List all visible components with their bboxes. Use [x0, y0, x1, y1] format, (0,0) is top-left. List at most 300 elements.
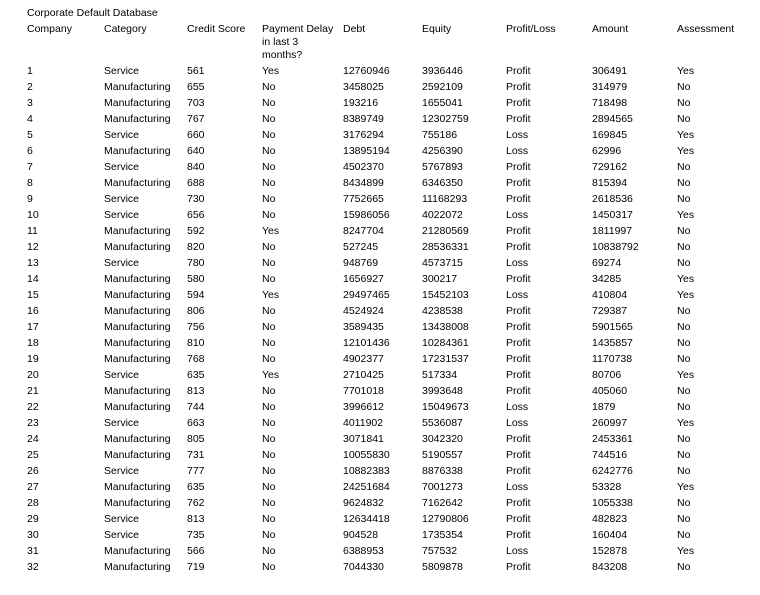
profit-loss-cell: Profit — [506, 161, 531, 173]
assessment-cell: No — [677, 113, 691, 125]
category-cell: Manufacturing — [104, 241, 171, 253]
company-cell: 4 — [27, 113, 33, 125]
payment-delay-cell: No — [262, 561, 276, 573]
table-row — [0, 561, 760, 577]
credit-score-cell: 688 — [187, 177, 205, 189]
profit-loss-cell: Loss — [506, 401, 529, 413]
debt-cell: 3996612 — [343, 401, 384, 413]
category-cell: Service — [104, 161, 140, 173]
amount-cell: 405060 — [592, 385, 628, 397]
debt-cell: 7752665 — [343, 193, 384, 205]
table-row — [0, 497, 760, 513]
equity-cell: 21280569 — [422, 225, 469, 237]
table-row — [0, 161, 760, 177]
debt-cell: 8389749 — [343, 113, 384, 125]
credit-score-cell: 635 — [187, 481, 205, 493]
category-cell: Manufacturing — [104, 81, 171, 93]
table-body — [0, 65, 760, 577]
equity-cell: 300217 — [422, 273, 458, 285]
debt-cell: 527245 — [343, 241, 379, 253]
credit-score-cell: 663 — [187, 417, 205, 429]
payment-delay-cell: No — [262, 417, 276, 429]
company-cell: 26 — [27, 465, 39, 477]
profit-loss-cell: Profit — [506, 81, 531, 93]
credit-score-cell: 719 — [187, 561, 205, 573]
amount-cell: 169845 — [592, 129, 628, 141]
database-title: Corporate Default Database — [27, 7, 158, 19]
amount-cell: 2453361 — [592, 433, 633, 445]
assessment-cell: Yes — [677, 481, 695, 493]
equity-cell: 7001273 — [422, 481, 463, 493]
category-cell: Service — [104, 209, 140, 221]
assessment-cell: No — [677, 241, 691, 253]
company-cell: 7 — [27, 161, 33, 173]
credit-score-cell: 767 — [187, 113, 205, 125]
payment-delay-cell: No — [262, 161, 276, 173]
credit-score-cell: 655 — [187, 81, 205, 93]
category-cell: Service — [104, 257, 140, 269]
table-row — [0, 417, 760, 433]
category-cell: Manufacturing — [104, 353, 171, 365]
profit-loss-cell: Profit — [506, 353, 531, 365]
profit-loss-cell: Loss — [506, 257, 529, 269]
debt-cell: 948769 — [343, 257, 379, 269]
profit-loss-cell: Profit — [506, 321, 531, 333]
equity-cell: 12790806 — [422, 513, 469, 525]
payment-delay-cell: No — [262, 129, 276, 141]
profit-loss-cell: Profit — [506, 225, 531, 237]
table-row — [0, 273, 760, 289]
equity-cell: 3936446 — [422, 65, 463, 77]
table-row — [0, 321, 760, 337]
company-cell: 15 — [27, 289, 39, 301]
debt-cell: 10055830 — [343, 449, 390, 461]
assessment-cell: No — [677, 385, 691, 397]
amount-cell: 1435857 — [592, 337, 633, 349]
assessment-cell: Yes — [677, 209, 695, 221]
equity-cell: 7162642 — [422, 497, 463, 509]
amount-cell: 1170738 — [592, 353, 633, 365]
credit-score-cell: 580 — [187, 273, 205, 285]
amount-cell: 62996 — [592, 145, 622, 157]
category-cell: Service — [104, 193, 140, 205]
assessment-cell: No — [677, 257, 691, 269]
equity-cell: 15049673 — [422, 401, 469, 413]
table-row — [0, 225, 760, 241]
profit-loss-cell: Profit — [506, 241, 531, 253]
assessment-cell: Yes — [677, 65, 695, 77]
category-cell: Manufacturing — [104, 385, 171, 397]
category-cell: Service — [104, 369, 140, 381]
debt-cell: 13895194 — [343, 145, 390, 157]
header-payment-delay: Payment Delay in last 3 months? — [262, 23, 334, 61]
company-cell: 32 — [27, 561, 39, 573]
payment-delay-cell: Yes — [262, 225, 280, 237]
company-cell: 24 — [27, 433, 39, 445]
amount-cell: 260997 — [592, 417, 628, 429]
company-cell: 21 — [27, 385, 39, 397]
credit-score-cell: 768 — [187, 353, 205, 365]
category-cell: Manufacturing — [104, 225, 171, 237]
debt-cell: 3071841 — [343, 433, 384, 445]
credit-score-cell: 810 — [187, 337, 205, 349]
category-cell: Service — [104, 513, 140, 525]
payment-delay-cell: No — [262, 321, 276, 333]
payment-delay-cell: Yes — [262, 289, 280, 301]
amount-cell: 10838792 — [592, 241, 639, 253]
assessment-cell: No — [677, 449, 691, 461]
assessment-cell: No — [677, 225, 691, 237]
amount-cell: 160404 — [592, 529, 628, 541]
amount-cell: 1055338 — [592, 497, 633, 509]
company-cell: 18 — [27, 337, 39, 349]
company-cell: 11 — [27, 225, 38, 237]
equity-cell: 15452103 — [422, 289, 469, 301]
company-cell: 5 — [27, 129, 33, 141]
profit-loss-cell: Profit — [506, 273, 531, 285]
payment-delay-cell: No — [262, 385, 276, 397]
category-cell: Manufacturing — [104, 449, 171, 461]
profit-loss-cell: Profit — [506, 113, 531, 125]
profit-loss-cell: Loss — [506, 481, 529, 493]
amount-cell: 843208 — [592, 561, 628, 573]
equity-cell: 13438008 — [422, 321, 469, 333]
payment-delay-cell: No — [262, 449, 276, 461]
header-debt: Debt — [343, 23, 366, 35]
assessment-cell: No — [677, 465, 691, 477]
payment-delay-cell: No — [262, 401, 276, 413]
credit-score-cell: 820 — [187, 241, 205, 253]
debt-cell: 9624832 — [343, 497, 384, 509]
assessment-cell: No — [677, 353, 691, 365]
header-equity: Equity — [422, 23, 452, 35]
amount-cell: 1879 — [592, 401, 616, 413]
assessment-cell: No — [677, 97, 691, 109]
credit-score-cell: 561 — [187, 65, 205, 77]
profit-loss-cell: Profit — [506, 177, 531, 189]
credit-score-cell: 756 — [187, 321, 205, 333]
amount-cell: 1450317 — [592, 209, 633, 221]
debt-cell: 6388953 — [343, 545, 384, 557]
payment-delay-cell: No — [262, 545, 276, 557]
assessment-cell: No — [677, 305, 691, 317]
company-cell: 29 — [27, 513, 39, 525]
equity-cell: 3042320 — [422, 433, 463, 445]
debt-cell: 15986056 — [343, 209, 390, 221]
category-cell: Manufacturing — [104, 433, 171, 445]
amount-cell: 2894565 — [592, 113, 633, 125]
debt-cell: 904528 — [343, 529, 379, 541]
payment-delay-cell: No — [262, 145, 276, 157]
debt-cell: 3458025 — [343, 81, 384, 93]
equity-cell: 1655041 — [422, 97, 463, 109]
credit-score-cell: 813 — [187, 513, 205, 525]
payment-delay-cell: Yes — [262, 65, 280, 77]
table-row — [0, 145, 760, 161]
company-cell: 30 — [27, 529, 39, 541]
table-row — [0, 513, 760, 529]
assessment-cell: No — [677, 177, 691, 189]
category-cell: Manufacturing — [104, 321, 171, 333]
assessment-cell: No — [677, 337, 691, 349]
company-cell: 22 — [27, 401, 39, 413]
category-cell: Manufacturing — [104, 545, 171, 557]
assessment-cell: No — [677, 513, 691, 525]
category-cell: Manufacturing — [104, 177, 171, 189]
assessment-cell: No — [677, 401, 691, 413]
equity-cell: 757532 — [422, 545, 458, 557]
debt-cell: 193216 — [343, 97, 379, 109]
profit-loss-cell: Profit — [506, 529, 531, 541]
company-cell: 12 — [27, 241, 39, 253]
assessment-cell: Yes — [677, 417, 695, 429]
amount-cell: 815394 — [592, 177, 628, 189]
company-cell: 10 — [27, 209, 39, 221]
company-cell: 31 — [27, 545, 39, 557]
equity-cell: 5767893 — [422, 161, 463, 173]
credit-score-cell: 731 — [187, 449, 205, 461]
payment-delay-cell: No — [262, 209, 276, 221]
category-cell: Manufacturing — [104, 289, 171, 301]
amount-cell: 5901565 — [592, 321, 633, 333]
profit-loss-cell: Profit — [506, 97, 531, 109]
header-category: Category — [104, 23, 147, 35]
table-row — [0, 401, 760, 417]
profit-loss-cell: Profit — [506, 385, 531, 397]
debt-cell: 4502370 — [343, 161, 384, 173]
amount-cell: 729387 — [592, 305, 628, 317]
assessment-cell: No — [677, 161, 691, 173]
credit-score-cell: 762 — [187, 497, 205, 509]
payment-delay-cell: No — [262, 241, 276, 253]
debt-cell: 10882383 — [343, 465, 390, 477]
debt-cell: 2710425 — [343, 369, 384, 381]
profit-loss-cell: Loss — [506, 417, 529, 429]
equity-cell: 517334 — [422, 369, 458, 381]
category-cell: Service — [104, 417, 140, 429]
amount-cell: 410804 — [592, 289, 628, 301]
payment-delay-cell: No — [262, 305, 276, 317]
table-row — [0, 177, 760, 193]
profit-loss-cell: Loss — [506, 545, 529, 557]
debt-cell: 1656927 — [343, 273, 384, 285]
category-cell: Manufacturing — [104, 97, 171, 109]
header-profit-loss: Profit/Loss — [506, 23, 556, 35]
credit-score-cell: 744 — [187, 401, 205, 413]
debt-cell: 8247704 — [343, 225, 384, 237]
equity-cell: 12302759 — [422, 113, 469, 125]
amount-cell: 482823 — [592, 513, 628, 525]
equity-cell: 8876338 — [422, 465, 463, 477]
assessment-cell: Yes — [677, 273, 695, 285]
table-row — [0, 241, 760, 257]
debt-cell: 12634418 — [343, 513, 390, 525]
debt-cell: 7044330 — [343, 561, 384, 573]
table-row — [0, 65, 760, 81]
payment-delay-cell: No — [262, 481, 276, 493]
company-cell: 13 — [27, 257, 39, 269]
assessment-cell: No — [677, 193, 691, 205]
company-cell: 28 — [27, 497, 39, 509]
profit-loss-cell: Loss — [506, 209, 529, 221]
profit-loss-cell: Loss — [506, 289, 529, 301]
credit-score-cell: 806 — [187, 305, 205, 317]
payment-delay-cell: No — [262, 353, 276, 365]
profit-loss-cell: Loss — [506, 129, 529, 141]
header-amount: Amount — [592, 23, 629, 35]
equity-cell: 17231537 — [422, 353, 469, 365]
amount-cell: 80706 — [592, 369, 622, 381]
equity-cell: 4573715 — [422, 257, 463, 269]
assessment-cell: No — [677, 497, 691, 509]
assessment-cell: Yes — [677, 289, 695, 301]
category-cell: Service — [104, 65, 140, 77]
table-row — [0, 257, 760, 273]
table-row — [0, 305, 760, 321]
profit-loss-cell: Profit — [506, 433, 531, 445]
equity-cell: 28536331 — [422, 241, 469, 253]
category-cell: Service — [104, 529, 140, 541]
debt-cell: 24251684 — [343, 481, 390, 493]
table-row — [0, 81, 760, 97]
company-cell: 25 — [27, 449, 39, 461]
category-cell: Manufacturing — [104, 481, 171, 493]
table-row — [0, 433, 760, 449]
table-row — [0, 337, 760, 353]
equity-cell: 11168293 — [422, 193, 468, 205]
profit-loss-cell: Profit — [506, 193, 531, 205]
amount-cell: 69274 — [592, 257, 622, 269]
payment-delay-cell: No — [262, 497, 276, 509]
payment-delay-cell: No — [262, 513, 276, 525]
credit-score-cell: 805 — [187, 433, 205, 445]
payment-delay-cell: No — [262, 81, 276, 93]
equity-cell: 6346350 — [422, 177, 463, 189]
table-row — [0, 449, 760, 465]
category-cell: Manufacturing — [104, 273, 171, 285]
table-row — [0, 209, 760, 225]
credit-score-cell: 566 — [187, 545, 205, 557]
debt-cell: 3589435 — [343, 321, 384, 333]
company-cell: 8 — [27, 177, 33, 189]
equity-cell: 4238538 — [422, 305, 463, 317]
category-cell: Manufacturing — [104, 337, 171, 349]
assessment-cell: Yes — [677, 545, 695, 557]
debt-cell: 4011902 — [343, 417, 384, 429]
table-row — [0, 289, 760, 305]
assessment-cell: No — [677, 433, 691, 445]
payment-delay-cell: No — [262, 273, 276, 285]
equity-cell: 5190557 — [422, 449, 463, 461]
equity-cell: 4256390 — [422, 145, 463, 157]
payment-delay-cell: No — [262, 257, 276, 269]
assessment-cell: No — [677, 561, 691, 573]
profit-loss-cell: Profit — [506, 465, 531, 477]
company-cell: 9 — [27, 193, 33, 205]
assessment-cell: Yes — [677, 145, 695, 157]
amount-cell: 152878 — [592, 545, 628, 557]
header-assessment: Assessment — [677, 23, 735, 35]
table-row — [0, 369, 760, 385]
payment-delay-cell: No — [262, 529, 276, 541]
debt-cell: 4524924 — [343, 305, 384, 317]
payment-delay-cell: No — [262, 193, 276, 205]
debt-cell: 3176294 — [343, 129, 384, 141]
category-cell: Service — [104, 129, 140, 141]
payment-delay-cell: No — [262, 97, 276, 109]
debt-cell: 12101436 — [343, 337, 390, 349]
credit-score-cell: 703 — [187, 97, 205, 109]
table-row — [0, 545, 760, 561]
company-cell: 6 — [27, 145, 33, 157]
credit-score-cell: 780 — [187, 257, 205, 269]
credit-score-cell: 660 — [187, 129, 205, 141]
debt-cell: 12760946 — [343, 65, 390, 77]
header-company: Company — [27, 23, 72, 35]
profit-loss-cell: Profit — [506, 449, 531, 461]
table-row — [0, 129, 760, 145]
company-cell: 17 — [27, 321, 39, 333]
table-row — [0, 481, 760, 497]
profit-loss-cell: Profit — [506, 561, 531, 573]
assessment-cell: Yes — [677, 369, 695, 381]
payment-delay-cell: No — [262, 177, 276, 189]
credit-score-cell: 840 — [187, 161, 205, 173]
company-cell: 23 — [27, 417, 39, 429]
amount-cell: 2618536 — [592, 193, 633, 205]
category-cell: Manufacturing — [104, 145, 171, 157]
equity-cell: 4022072 — [422, 209, 463, 221]
credit-score-cell: 656 — [187, 209, 205, 221]
payment-delay-cell: Yes — [262, 369, 280, 381]
table-row — [0, 465, 760, 481]
equity-cell: 755186 — [422, 129, 458, 141]
table-row — [0, 97, 760, 113]
table-row — [0, 353, 760, 369]
profit-loss-cell: Profit — [506, 65, 531, 77]
equity-cell: 5809878 — [422, 561, 463, 573]
equity-cell: 5536087 — [422, 417, 463, 429]
table-row — [0, 193, 760, 209]
header-credit-score: Credit Score — [187, 23, 246, 35]
equity-cell: 2592109 — [422, 81, 463, 93]
company-cell: 20 — [27, 369, 39, 381]
table-row — [0, 385, 760, 401]
amount-cell: 53328 — [592, 481, 622, 493]
credit-score-cell: 735 — [187, 529, 205, 541]
profit-loss-cell: Loss — [506, 145, 529, 157]
company-cell: 19 — [27, 353, 39, 365]
profit-loss-cell: Profit — [506, 497, 531, 509]
equity-cell: 10284361 — [422, 337, 469, 349]
table-row — [0, 113, 760, 129]
category-cell: Manufacturing — [104, 561, 171, 573]
amount-cell: 6242776 — [592, 465, 633, 477]
amount-cell: 729162 — [592, 161, 628, 173]
profit-loss-cell: Profit — [506, 305, 531, 317]
category-cell: Manufacturing — [104, 497, 171, 509]
amount-cell: 34285 — [592, 273, 622, 285]
table-row — [0, 529, 760, 545]
credit-score-cell: 594 — [187, 289, 205, 301]
debt-cell: 29497465 — [343, 289, 390, 301]
amount-cell: 306491 — [592, 65, 628, 77]
amount-cell: 718498 — [592, 97, 628, 109]
company-cell: 16 — [27, 305, 39, 317]
company-cell: 3 — [27, 97, 33, 109]
debt-cell: 8434899 — [343, 177, 384, 189]
credit-score-cell: 777 — [187, 465, 205, 477]
